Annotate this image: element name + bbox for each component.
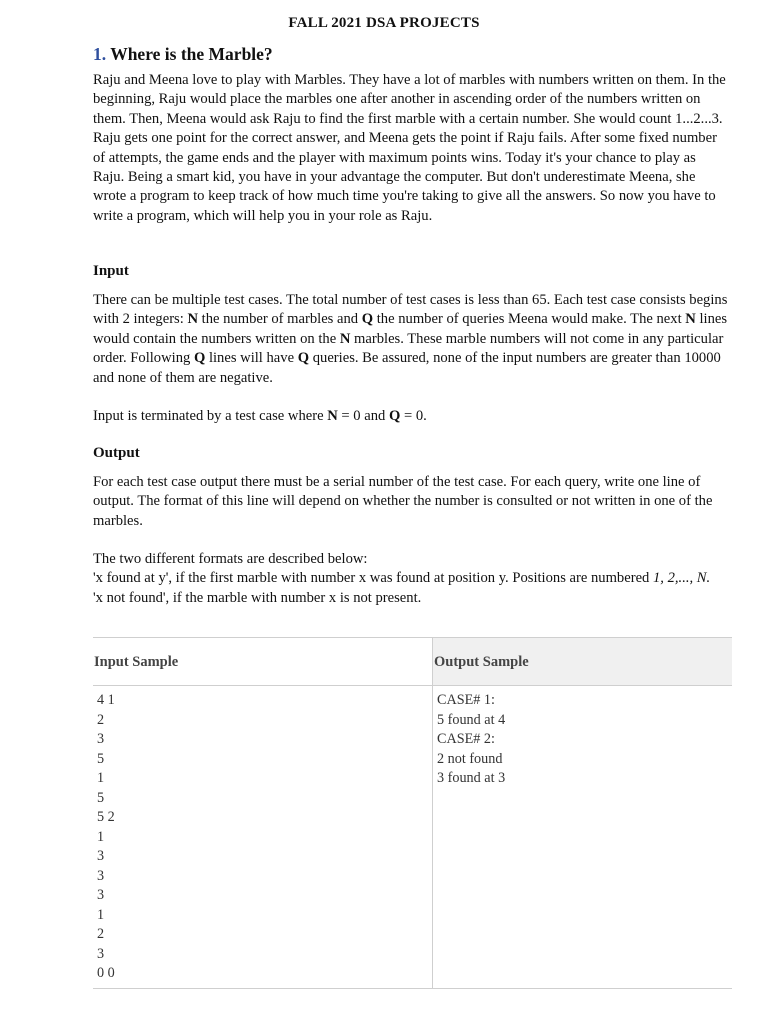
- output-sample-header: Output Sample: [433, 638, 732, 686]
- output-sample-line: 5 found at 4: [437, 711, 506, 728]
- input-sample-line: 1: [97, 906, 105, 923]
- output-sample-line: 3 found at 3: [437, 770, 506, 786]
- input-sample-line: 2: [97, 926, 105, 942]
- input-sample-line: 1: [97, 770, 105, 786]
- output-sample-line: CASE# 1:: [437, 692, 495, 708]
- problem-heading: [93, 44, 273, 65]
- input-sample-line: 5 2: [97, 809, 115, 825]
- input-sample-line: 3: [97, 731, 105, 747]
- input-sample-header: Input Sample: [93, 638, 432, 686]
- input-termination: Input is terminated by a test case where N = 0 and Q = 0.: [93, 408, 427, 424]
- problem-number: 1.: [93, 44, 107, 64]
- output-sample-line: 2 not found: [437, 750, 503, 767]
- input-sample-line: 3: [97, 945, 105, 962]
- input-sample-line: 0 0: [97, 965, 115, 981]
- output-sample-lines: [433, 686, 732, 789]
- input-description: There can be multiple test cases. The total number of test cases is less than 65. Each test case consists begins with 2 integers: N the number of marbles and Q the number of queries Meena would make. The next N lines would contain the numbers written on the N marbles. These marble numbers will not come in any particular order. Following Q lines will have Q queries. Be assured, none of the input numbers are greater than 10000 and none of them are negative.: [93, 292, 728, 386]
- output-description: For each test case output there must be a serial number of the test case. For each query, write one line of output. The format of this line will depend on whether the number is consulted or not written in one of the marbles.: [93, 474, 713, 529]
- input-sample-line: 2: [97, 711, 105, 728]
- input-sample-line: 3: [97, 867, 105, 884]
- input-sample-line: 3: [97, 848, 105, 864]
- input-sample-column: [93, 638, 433, 988]
- output-heading: Output: [93, 445, 140, 461]
- output-sample-column: [433, 638, 732, 988]
- problem-title: Where is the Marble?: [110, 44, 273, 64]
- output-sample-line: CASE# 2:: [437, 731, 495, 747]
- output-formats: The two different formats are described below: 'x found at y', if the first marble with number x was found at position y. Positions are numbered 1, 2,..., N. 'x not found', if the marble with number x is not present.: [93, 551, 711, 606]
- input-heading: Input: [93, 263, 129, 279]
- input-sample-line: 5: [97, 750, 105, 767]
- input-sample-line: 3: [97, 887, 105, 903]
- sample-table: [93, 637, 732, 989]
- document-title: FALL 2021 DSA PROJECTS: [288, 15, 480, 31]
- input-sample-line: 5: [97, 789, 105, 806]
- input-sample-line: 1: [97, 828, 105, 845]
- input-sample-lines: [93, 686, 432, 984]
- input-sample-line: 4 1: [97, 692, 115, 708]
- problem-intro: Raju and Meena love to play with Marbles. They have a lot of marbles with numbers written on them. In the beginning, Raju would place the marbles one after another in ascending order of the numbers written on them. Then, Meena would ask Raju to find the first marble with a certain number. She would count 1...2...3. Raju gets one point for the correct answer, and Meena gets the point if Raju fails. After some fixed number of attempts, the game ends and the player with maximum points wins. Today it's your chance to play as Raju. Being a smart kid, you have in your advantage the computer. But don't underestimate Meena, she wrote a program to keep track of how much time you're taking to give all the answers. So now you have to write a program, which will help you in your role as Raju.: [93, 72, 726, 224]
